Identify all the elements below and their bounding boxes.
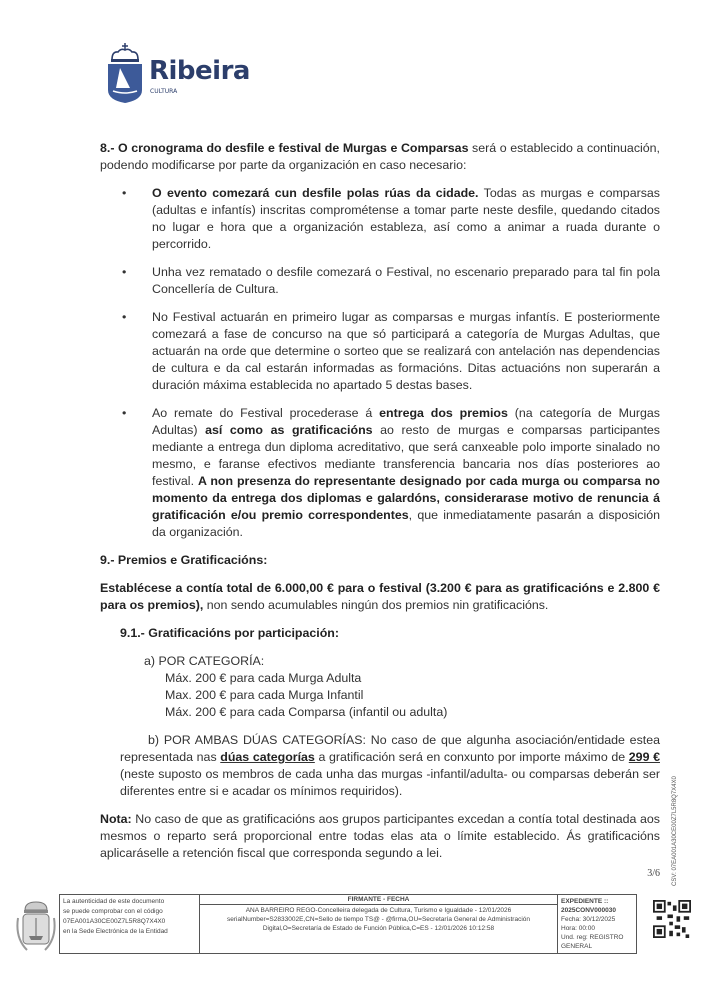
signer-line: serialNumber=S2833002E,CN=Sello de tiempo TS@ - @firma,OU=Secretaría General de Administración — [226, 916, 530, 923]
qr-code-icon[interactable] — [653, 900, 691, 938]
cat-b-text: a gratificación será en conxunto por importe máximo de — [314, 750, 629, 764]
bullet-text: ao resto de murgas e comparsas participantes mediante a entrega dun diploma acreditativo, que será canxeable polo importe sinalado no mesmo, e faranse efectivos mediante transferencia bancaria nos días posteriores ao festival. — [152, 423, 660, 488]
expediente-box — [557, 894, 637, 954]
auth-line: en la Sede Electrónica de la Entidad — [63, 928, 168, 935]
category-a-label: a) POR CATEGORÍA: — [144, 654, 265, 668]
footer-boxes — [59, 894, 637, 954]
sub-heading: 9.1.- Gratificacións por participación: — [120, 626, 339, 640]
list-item — [112, 405, 660, 541]
category-a-item: Máx. 200 € para cada Murga Adulta — [165, 671, 362, 685]
bullet-text: Todas as murgas e comparsas (adultas e infantís) inscritas comprométense a tomar parte neste desfile, quedando citados no lugar e hora que a organización estableza, así como a animar a ruada durante o percorrido. — [152, 186, 660, 251]
cat-b-text: (neste suposto os membros de cada unha das murgas -infantil/adulta- ou comparsas deberán ser diferentes entre si e acadar os mínimos requiridos). — [120, 767, 660, 798]
municipal-seal-icon — [15, 898, 57, 952]
auth-line: se puede comprobar con el código — [63, 908, 163, 915]
section-8-title: 8.- O cronograma do desfile e festival de Murgas e Comparsas — [100, 141, 469, 155]
signer-line: Digital,O=Secretaría de Estado de Función Pública,C=ES - 12/01/2026 10:12:58 — [262, 925, 495, 932]
crown-shield-icon — [106, 42, 144, 104]
auth-line: La autenticidad de este documento — [63, 898, 165, 905]
section-9-1-heading — [100, 625, 660, 642]
total-rest-text: non sendo acumulables ningún dos premios nin gratificacións. — [203, 598, 549, 612]
bullet-text: , que inmediatamente pasarán a disposición da organización. — [152, 508, 661, 539]
registry-date: Fecha: 30/12/2025 — [561, 916, 616, 923]
nota-label: Nota: — [100, 812, 132, 826]
category-a-item: Max. 200 € para cada Murga Infantil — [165, 688, 364, 702]
signature-footer — [15, 894, 695, 954]
signer-box — [199, 894, 557, 954]
cat-b-emphasis: dúas categorías — [220, 750, 315, 764]
list-item — [112, 264, 660, 298]
total-amount-text: Establécese a contía total de 6.000,00 € para o festival (3.200 € para as gratificacións e 2.800 € para os premios), — [100, 581, 660, 612]
bullet-text: Unha vez rematado o desfile comezará o Festival, no escenario preparado para tal fin pola Concellería de Cultura. — [152, 265, 660, 296]
logo-subtitle: CULTURA — [150, 88, 178, 95]
section-9-total — [100, 580, 660, 614]
auth-code: 07EA001A30CE00Z7L5R8Q7X4X0 — [63, 918, 166, 925]
registry-unit: Und. reg: REGISTRO GENERAL — [561, 934, 624, 950]
registry-time: Hora: 00:00 — [561, 925, 595, 932]
signer-header: FIRMANTE - FECHA — [200, 895, 557, 905]
expediente-value: 2025CONV000030 — [561, 907, 616, 914]
bullet-text: (na categoría de Murgas Adultas) — [152, 406, 660, 437]
cat-b-text: b) POR AMBAS DÚAS CATEGORÍAS: No caso de que algunha asociación/entidade estea representada nas — [120, 733, 660, 764]
bullet-text: No Festival actuarán en primeiro lugar as comparsas e murgas infantís. E posteriormente comezará a fase de concurso na que só participará a categoría de Murgas Adultas, que actuarán na orde que determine o sorteo que se realizará con antelación nas dependencias de cultura e da cal estarán informadas as formacións. Ditas actuacións non superarán a duración máxima establecida no apartado 5 destas bases. — [152, 310, 660, 392]
csv-code: CSV: 07EA001A30CE00Z7L5R8Q7X4X0 — [672, 776, 678, 886]
category-b-paragraph — [100, 732, 660, 800]
cat-b-amount: 299 € — [628, 750, 660, 764]
bullet-bold: entrega dos premios — [379, 406, 508, 420]
ribeira-logo — [106, 0, 306, 104]
page-number: 3/6 — [647, 868, 660, 879]
bullet-bold: A non presenza do representante designado por cada murga ou comparsa no momento da entrega dos diplomas e galardóns, considerarase motivo de renuncia á gratificación e/ou premio correspondentes — [152, 474, 660, 522]
expediente-label: EXPEDIENTE :: — [561, 898, 609, 905]
nota-text: No caso de que as gratificacións aos grupos participantes excedan a contía total destinada aos mesmos o reparto será proporcional entre todas elas ata o límite establecido. Ás gratificacións aplicaráselle a retención fiscal que corresponda segundo a lei. — [100, 812, 660, 860]
authenticity-box — [59, 894, 199, 954]
signer-line: ANA BARREIRO REGO-Concelleira delegada de Cultura, Turismo e Igualdade - 12/01/2026 — [245, 907, 512, 914]
section-9-heading — [100, 552, 660, 569]
section-8-heading — [100, 140, 660, 174]
csv-strip — [671, 776, 683, 886]
section-8-intro: será o establecido a continuación, podendo modificarse por parte da organización en caso necesario: — [100, 141, 660, 172]
list-item — [112, 185, 660, 253]
category-a-item: Máx. 200 € para cada Comparsa (infantil ou adulta) — [165, 705, 448, 719]
bullet-text: Ao remate do Festival procederase á — [152, 406, 380, 420]
logo-name: Ribeira — [149, 56, 250, 86]
bullet-bold: O evento comezará cun desfile polas rúas da cidade. — [152, 186, 479, 200]
nota-paragraph — [100, 811, 660, 862]
document-body — [100, 140, 660, 862]
bullet-bold: así como as gratificacións — [205, 423, 373, 437]
section-9-title: 9.- Premios e Gratificacións: — [100, 553, 268, 567]
list-item — [112, 309, 660, 394]
